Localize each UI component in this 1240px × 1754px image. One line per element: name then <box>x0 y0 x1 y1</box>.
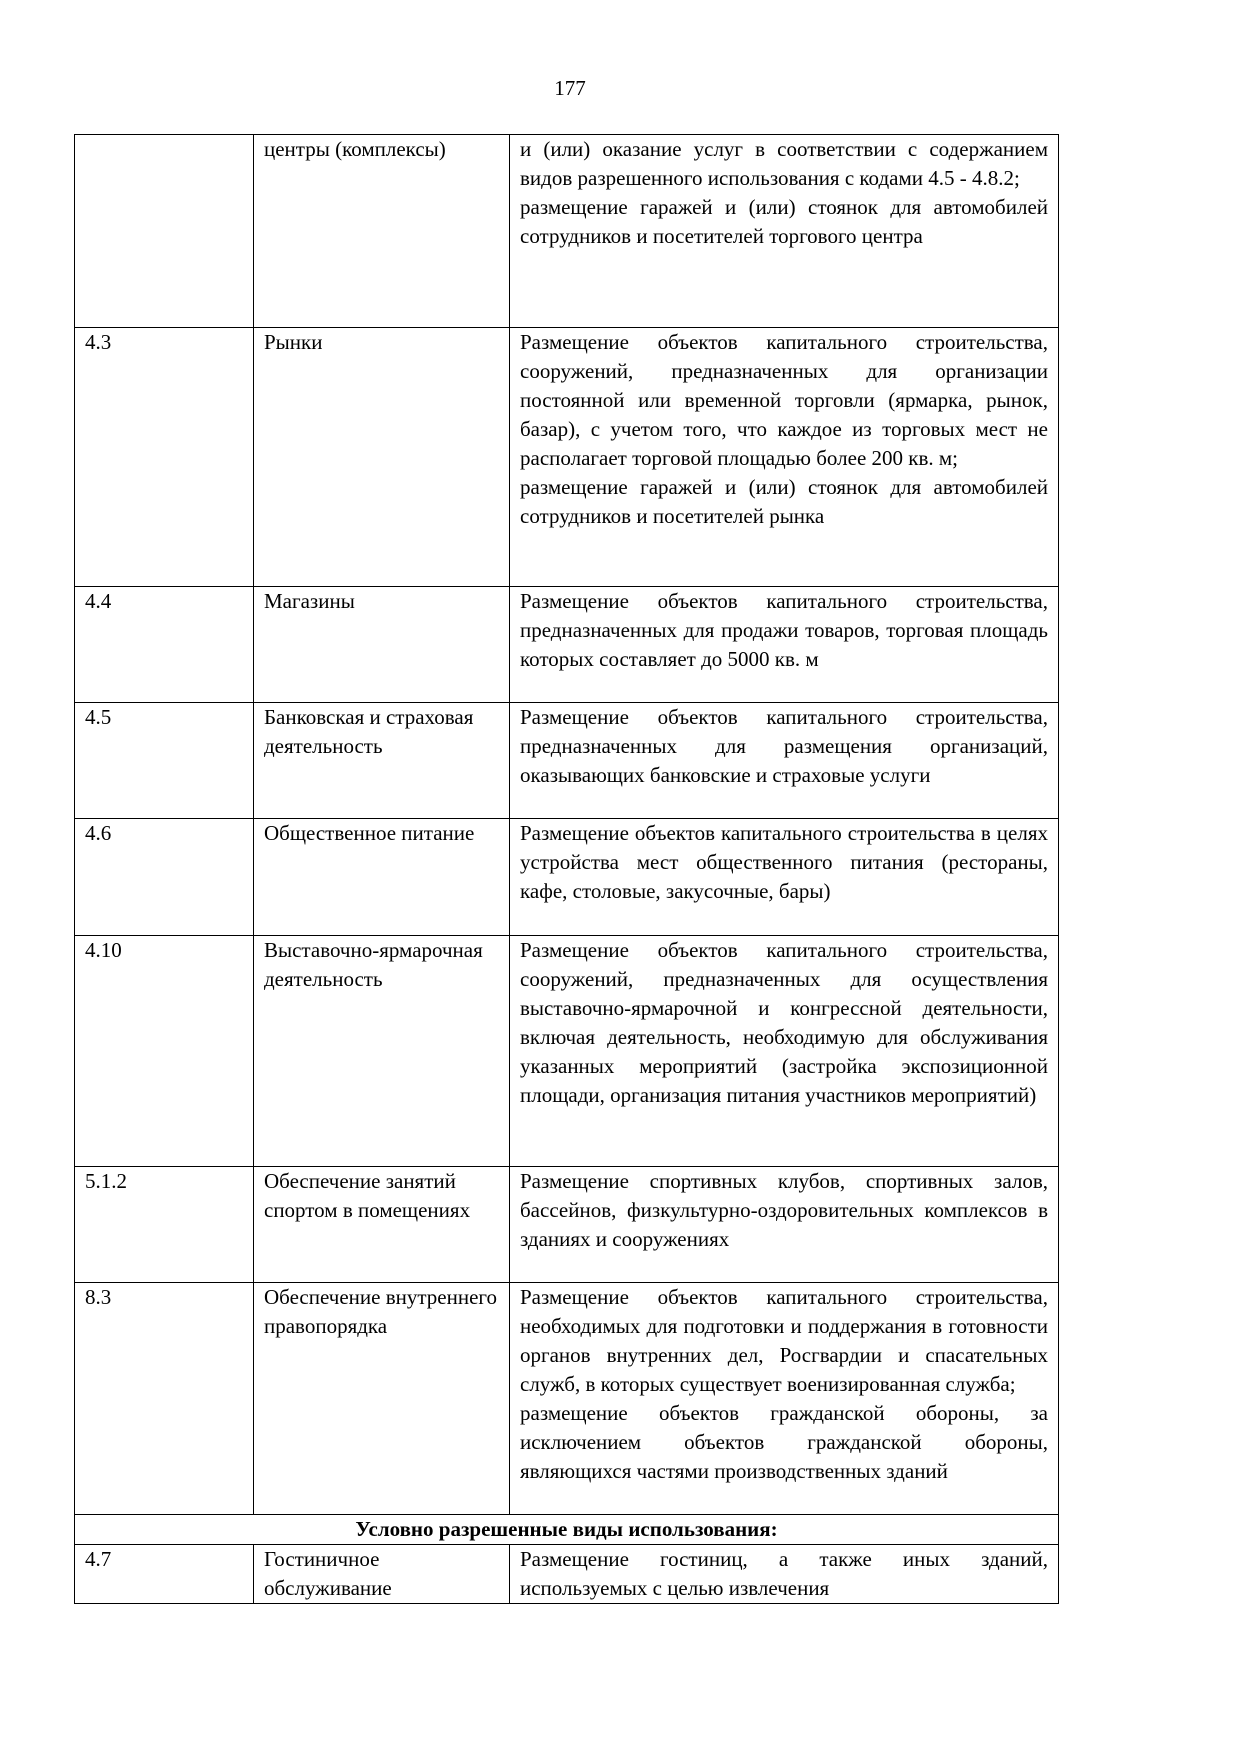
row-description <box>510 135 1059 328</box>
row-code: 4.4 <box>75 587 254 703</box>
table-row <box>75 1283 1059 1515</box>
description-paragraph: Размещение объектов капитального строительства, сооружений, предназначенных для организации постоянной или временной торговли (ярмарка, рынок, базар), с учетом того, что каждое из торговых мест не располагает торговой площадью более 200 кв. м; <box>520 330 1048 470</box>
row-code: 4.7 <box>75 1545 254 1604</box>
row-code: 4.5 <box>75 703 254 819</box>
land-use-table <box>74 134 1059 1604</box>
row-description <box>510 703 1059 819</box>
row-name: Обеспечение занятий спортом в помещениях <box>254 1167 510 1283</box>
row-name: Общественное питание <box>254 819 510 936</box>
page-number: 177 <box>554 76 586 100</box>
row-name: Обеспечение внутреннего правопорядка <box>254 1283 510 1515</box>
description-paragraph: Размещение объектов капитального строительства, необходимых для подготовки и поддержания в готовности органов внутренних дел, Росгвардии и спасательных служб, в которых существует военизированная служба; <box>520 1285 1048 1396</box>
description-paragraph: Размещение объектов капитального строительства в целях устройства мест общественного питания (рестораны, кафе, столовые, закусочные, бары) <box>520 821 1048 903</box>
row-name: Выставочно-ярмарочная деятельность <box>254 936 510 1167</box>
row-code <box>75 135 254 328</box>
table-row <box>75 1545 1059 1604</box>
table-row <box>75 936 1059 1167</box>
section-header-row <box>75 1515 1059 1545</box>
table-row <box>75 135 1059 328</box>
row-description <box>510 587 1059 703</box>
row-description <box>510 1283 1059 1515</box>
row-name: Банковская и страховая деятельность <box>254 703 510 819</box>
description-paragraph: Размещение спортивных клубов, спортивных залов, бассейнов, физкультурно-оздоровительных комплексов в зданиях и сооружениях <box>520 1169 1048 1251</box>
row-code: 4.3 <box>75 328 254 587</box>
row-description <box>510 936 1059 1167</box>
description-paragraph: размещение гаражей и (или) стоянок для автомобилей сотрудников и посетителей рынка <box>520 475 1048 528</box>
table-row <box>75 819 1059 936</box>
description-paragraph: размещение объектов гражданской обороны, за исключением объектов гражданской обороны, являющихся частями производственных зданий <box>520 1401 1048 1483</box>
description-paragraph: и (или) оказание услуг в соответствии с содержанием видов разрешенного использования с кодами 4.5 - 4.8.2; <box>520 137 1048 190</box>
table-row <box>75 328 1059 587</box>
row-description <box>510 1167 1059 1283</box>
row-code: 4.6 <box>75 819 254 936</box>
description-paragraph: Размещение объектов капитального строительства, сооружений, предназначенных для осуществления выставочно-ярмарочной и конгрессной деятельности, включая деятельность, необходимую для обслуживания указанных мероприятий (застройка экспозиционной площади, организация питания участников мероприятий) <box>520 938 1048 1107</box>
row-description <box>510 328 1059 587</box>
description-paragraph: Размещение объектов капитального строительства, предназначенных для продажи товаров, торговая площадь которых составляет до 5000 кв. м <box>520 589 1048 671</box>
row-code: 4.10 <box>75 936 254 1167</box>
row-code: 8.3 <box>75 1283 254 1515</box>
row-name: Гостиничное обслуживание <box>254 1545 510 1604</box>
table-row <box>75 587 1059 703</box>
row-name: Магазины <box>254 587 510 703</box>
row-name: Рынки <box>254 328 510 587</box>
table-row <box>75 703 1059 819</box>
description-paragraph: размещение гаражей и (или) стоянок для автомобилей сотрудников и посетителей торгового центра <box>520 195 1048 248</box>
row-description <box>510 819 1059 936</box>
table-row <box>75 1167 1059 1283</box>
row-description: Размещение гостиниц, а также иных зданий, используемых с целью извлечения <box>510 1545 1059 1604</box>
row-name: центры (комплексы) <box>254 135 510 328</box>
description-paragraph: Размещение объектов капитального строительства, предназначенных для размещения организаций, оказывающих банковские и страховые услуги <box>520 705 1048 787</box>
section-title: Условно разрешенные виды использования: <box>75 1515 1059 1545</box>
row-code: 5.1.2 <box>75 1167 254 1283</box>
